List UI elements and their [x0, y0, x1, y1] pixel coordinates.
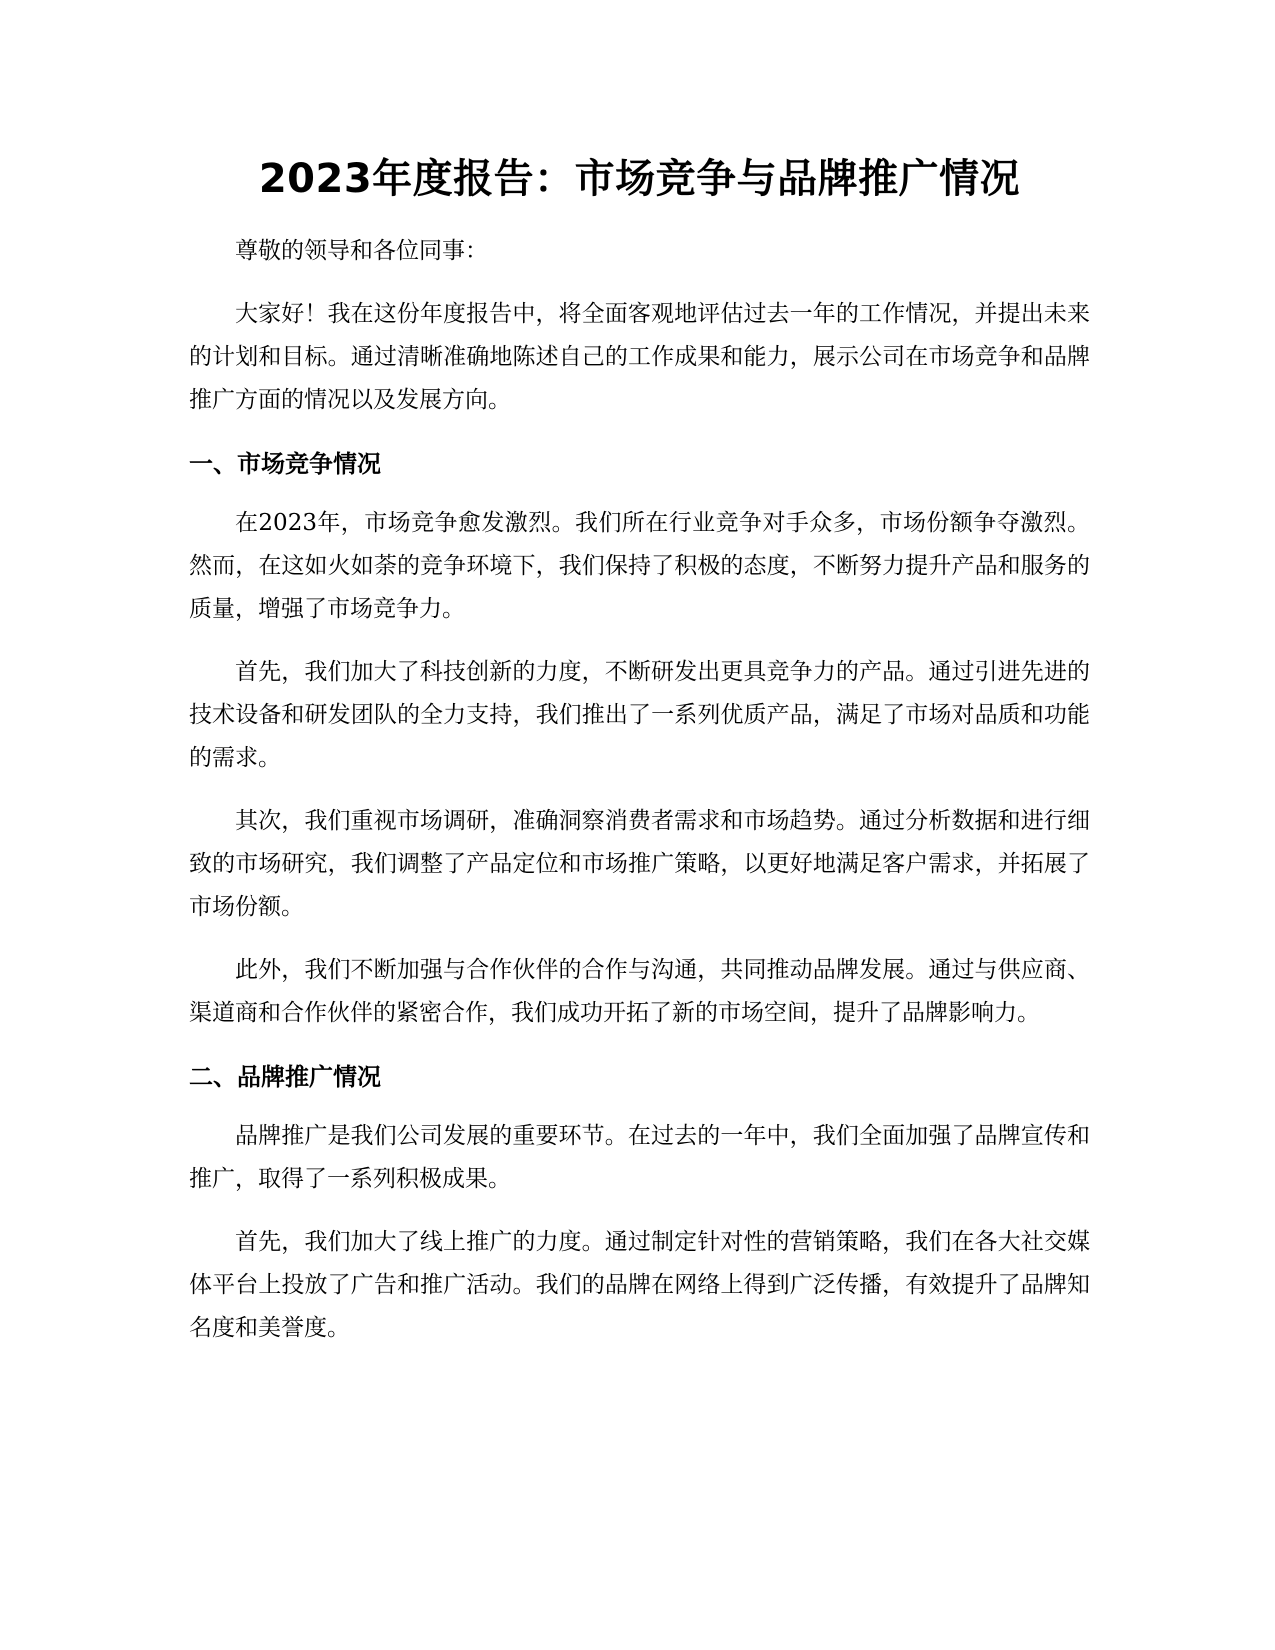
- section-heading-market-competition: 一、市场竞争情况: [189, 450, 381, 478]
- section-1-paragraph-2: 首先，我们加大了科技创新的力度，不断研发出更具竞争力的产品。通过引进先进的技术设备和研发团队的全力支持，我们推出了一系列优质产品，满足了市场对品质和功能的需求。: [189, 659, 1090, 771]
- section-1-paragraph-1: 在2023年，市场竞争愈发激烈。我们所在行业竞争对手众多，市场份额争夺激烈。然而，在这如火如荼的竞争环境下，我们保持了积极的态度，不断努力提升产品和服务的质量，增强了市场竞争力。: [189, 510, 1090, 622]
- section-1-paragraph-4: 此外，我们不断加强与合作伙伴的合作与沟通，共同推动品牌发展。通过与供应商、渠道商和合作伙伴的紧密合作，我们成功开拓了新的市场空间，提升了品牌影响力。: [189, 957, 1090, 1026]
- document-body: [189, 148, 1090, 1350]
- greeting: 尊敬的领导和各位同事：: [235, 238, 488, 264]
- section-2-paragraph-1: 品牌推广是我们公司发展的重要环节。在过去的一年中，我们全面加强了品牌宣传和推广，取得了一系列积极成果。: [189, 1123, 1090, 1192]
- section-heading-brand-promotion: 二、品牌推广情况: [189, 1063, 381, 1091]
- document-title: 2023年度报告：市场竞争与品牌推广情况: [258, 156, 1021, 202]
- section-2-paragraph-2: 首先，我们加大了线上推广的力度。通过制定针对性的营销策略，我们在各大社交媒体平台上投放了广告和推广活动。我们的品牌在网络上得到广泛传播，有效提升了品牌知名度和美誉度。: [189, 1229, 1090, 1341]
- section-1-paragraph-3: 其次，我们重视市场调研，准确洞察消费者需求和市场趋势。通过分析数据和进行细致的市场研究，我们调整了产品定位和市场推广策略，以更好地满足客户需求，并拓展了市场份额。: [189, 808, 1090, 920]
- intro-paragraph: 大家好！我在这份年度报告中，将全面客观地评估过去一年的工作情况，并提出未来的计划和目标。通过清晰准确地陈述自己的工作成果和能力，展示公司在市场竞争和品牌推广方面的情况以及发展方向。: [189, 301, 1090, 413]
